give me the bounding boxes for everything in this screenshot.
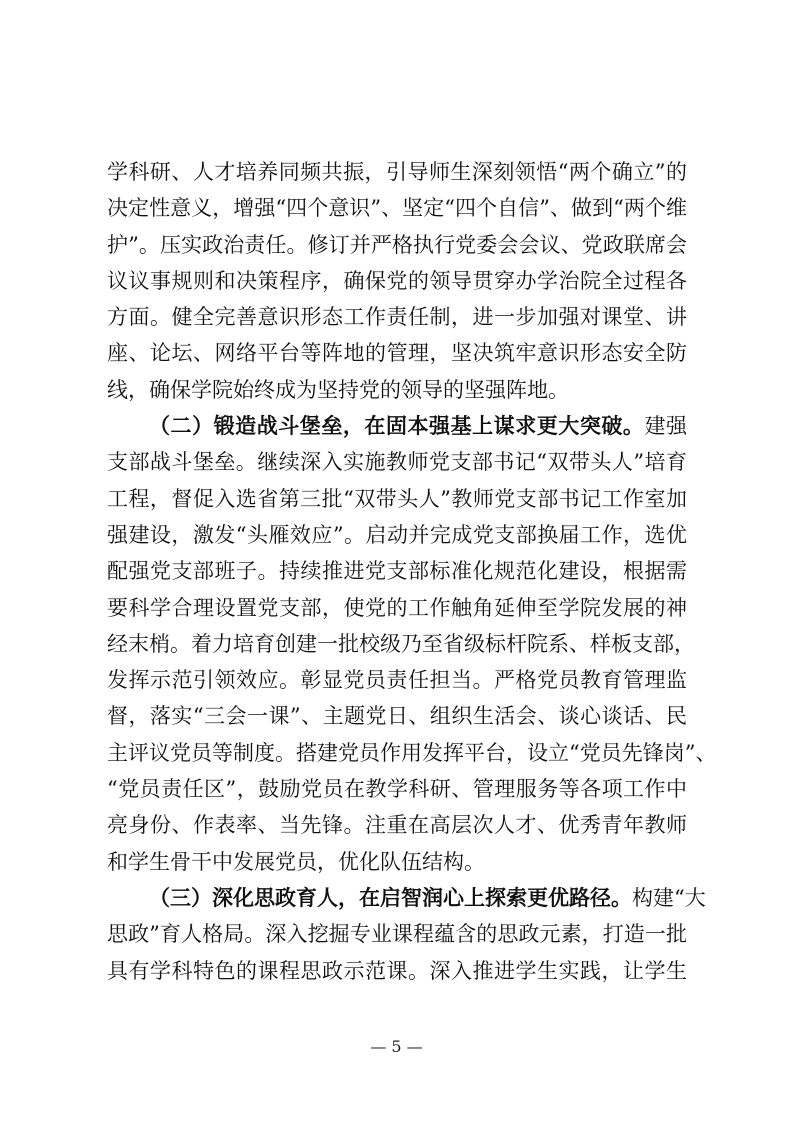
text-line: 工程，督促入选省第三批“双带头人”教师党支部书记工作室加 — [107, 486, 687, 511]
text-line: 学科研、人才培养同频共振，引导师生深刻领悟“两个确立”的 — [107, 160, 687, 184]
paragraph-battle-fortress — [107, 408, 717, 880]
text-line: 具有学科特色的课程思政示范课。深入推进学生实践，让学生 — [107, 958, 687, 983]
text-line: 要科学合理设置党支部，使党的工作触角延伸至学院发展的神 — [107, 595, 687, 620]
page-number: — 5 — — [370, 1037, 423, 1056]
text-run: 构建“大 — [632, 885, 706, 910]
section-heading: （三）深化思政育人，在启智润心上探索更优路径。 — [149, 884, 632, 910]
text-line: 线，确保学院始终成为坚持党的领导的坚强阵地。 — [107, 377, 569, 402]
text-line: 护”。压实政治责任。修订并严格执行党委会会议、党政联席会 — [107, 232, 687, 257]
text-line: 思政”育人格局。深入挖掘专业课程蕴含的思政元素，打造一批 — [107, 922, 687, 947]
text-line: 支部战斗堡垒。继续深入实施教师党支部书记“双带头人”培育 — [107, 450, 687, 475]
text-line: 亮身份、作表率、当先锋。注重在高层次人才、优秀青年教师 — [107, 813, 687, 838]
text-line: 强建设，激发“头雁效应”。启动并完成党支部换届工作，选优 — [107, 522, 687, 547]
text-line: 发挥示范引领效应。彰显党员责任担当。严格党员教育管理监 — [107, 668, 687, 693]
text-line: 方面。健全完善意识形态工作责任制，进一步加强对课堂、讲 — [107, 305, 687, 330]
text-line: 督，落实“三会一课”、主题党日、组织生活会、谈心谈话、民 — [107, 704, 687, 729]
text-line: 和学生骨干中发展党员，优化队伍结构。 — [107, 849, 485, 874]
paragraph-first-line — [107, 880, 706, 916]
text-line: 配强党支部班子。持续推进党支部标准化规范化建设，根据需 — [107, 559, 687, 584]
text-line: 主评议党员等制度。搭建党员作用发挥平台，设立“党员先锋岗”、 — [107, 740, 717, 765]
text-run: 建强 — [644, 414, 688, 439]
text-line: 议议事规则和决策程序，确保党的领导贯穿办学治院全过程各 — [107, 268, 687, 293]
document-body — [107, 154, 717, 989]
text-line: “党员责任区”，鼓励党员在教学科研、管理服务等各项工作中 — [107, 777, 687, 802]
paragraph-political-leadership — [107, 154, 687, 408]
text-line: 座、论坛、网络平台等阵地的管理，坚决筑牢意识形态安全防 — [107, 341, 687, 366]
paragraph-ideological-education — [107, 880, 706, 989]
section-heading: （二）锻造战斗堡垒，在固本强基上谋求更大突破。 — [149, 413, 645, 439]
text-line: 决定性意义，增强“四个意识”、坚定“四个自信”、做到“两个维 — [107, 196, 687, 221]
paragraph-first-line — [107, 408, 687, 444]
text-line: 经末梢。着力培育创建一批校级乃至省级标杆院系、样板支部， — [107, 631, 695, 656]
